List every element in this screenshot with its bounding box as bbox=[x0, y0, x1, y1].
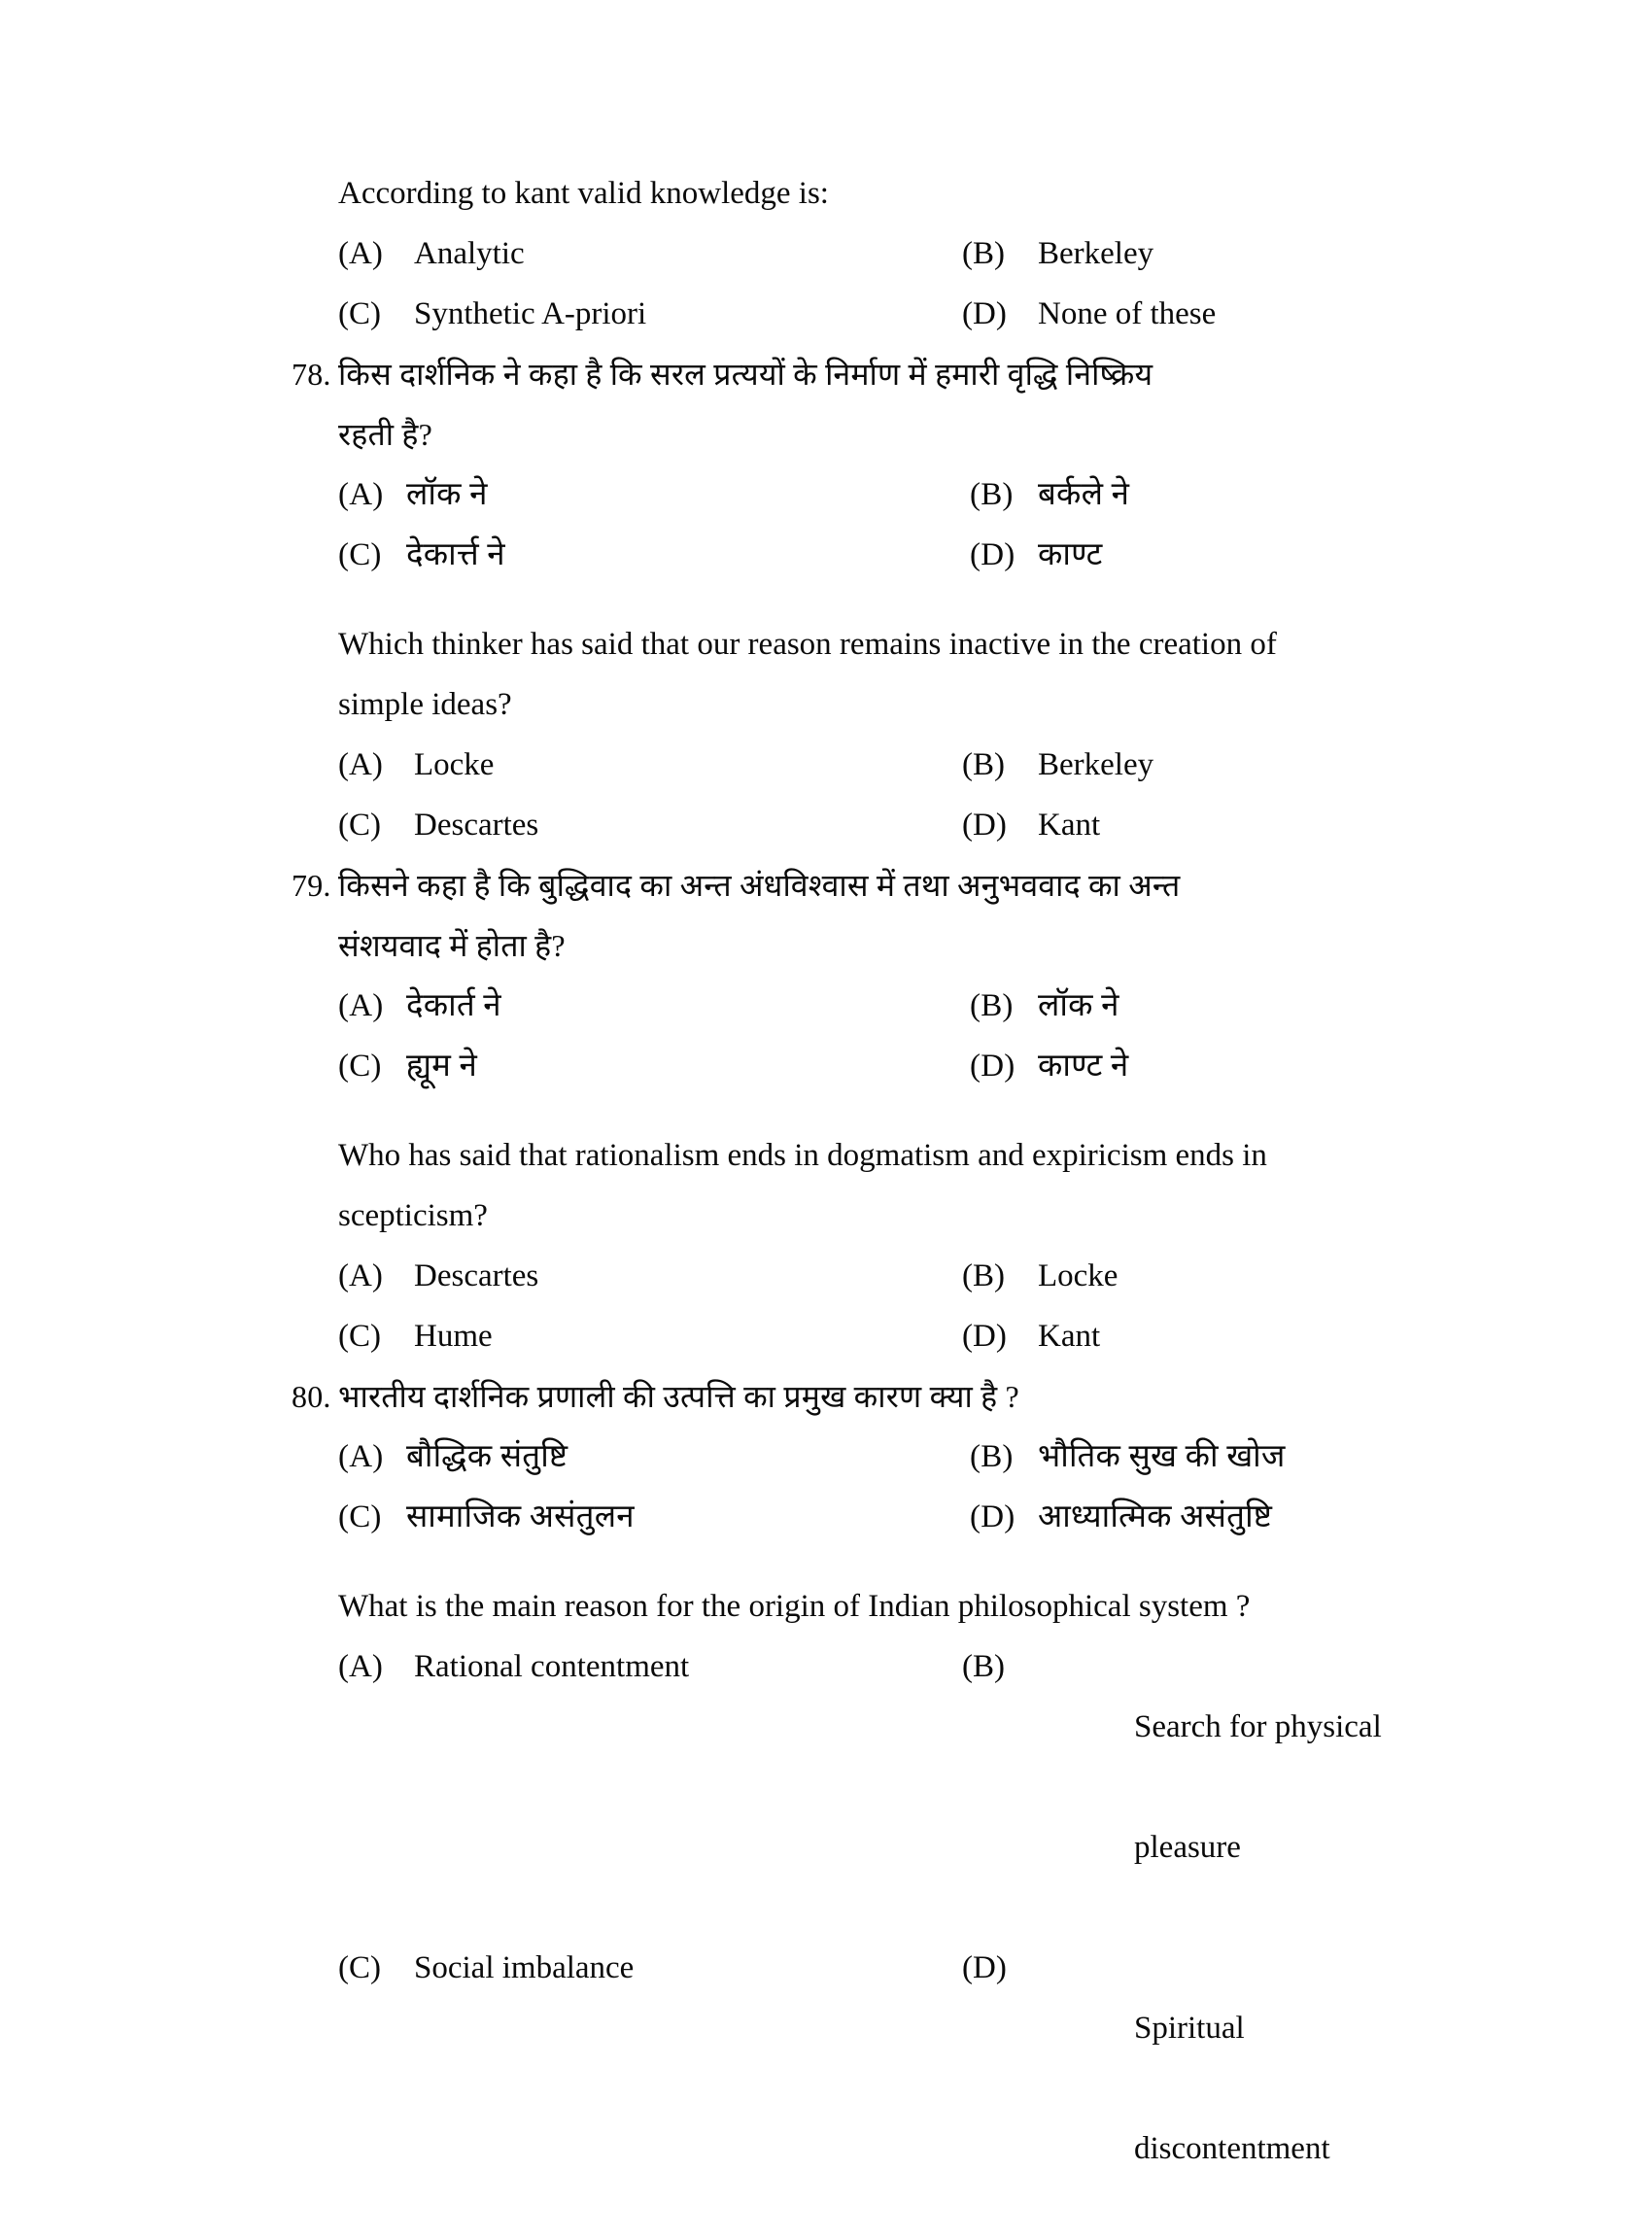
option-a[interactable] bbox=[338, 1246, 962, 1306]
option-text: आध्यात्मिक असंतुष्टि bbox=[1038, 1499, 1273, 1534]
option-d[interactable] bbox=[962, 1938, 1390, 2239]
option-row bbox=[338, 224, 1390, 284]
question-79-english-stem bbox=[338, 1125, 1390, 1246]
spacer bbox=[292, 585, 1390, 614]
option-a[interactable] bbox=[338, 735, 962, 795]
stem-line: scepticism? bbox=[338, 1198, 488, 1233]
option-d[interactable] bbox=[962, 284, 1390, 344]
option-text: None of these bbox=[1038, 296, 1217, 331]
question-80-hindi bbox=[292, 1366, 1390, 1427]
question-78-hindi bbox=[292, 344, 1390, 465]
option-row bbox=[338, 1036, 1390, 1096]
option-label: (B) bbox=[970, 988, 1014, 1023]
option-text bbox=[1038, 1636, 1390, 1938]
option-label: (B) bbox=[970, 1439, 1014, 1474]
question-line: संशयवाद में होता है? bbox=[338, 928, 566, 963]
option-label: (B) bbox=[970, 477, 1014, 512]
option-row bbox=[338, 1427, 1390, 1487]
option-row bbox=[338, 1487, 1390, 1547]
option-text-continuation: pleasure bbox=[1134, 1830, 1241, 1865]
option-label: (D) bbox=[962, 1319, 1007, 1354]
option-c[interactable] bbox=[338, 795, 962, 855]
option-row bbox=[338, 735, 1390, 795]
option-row bbox=[338, 465, 1390, 525]
option-a[interactable] bbox=[338, 1636, 962, 1697]
option-text: Analytic bbox=[414, 236, 525, 271]
question-body bbox=[338, 855, 1390, 976]
option-text: Social imbalance bbox=[414, 1950, 635, 1985]
option-label: (A) bbox=[338, 747, 383, 782]
option-text: भौतिक सुख की खोज bbox=[1038, 1439, 1286, 1474]
option-text-continuation: discontentment bbox=[1134, 2131, 1330, 2166]
question-80-english-stem bbox=[338, 1576, 1390, 1636]
option-text bbox=[1038, 1938, 1390, 2239]
option-c[interactable] bbox=[338, 1036, 970, 1096]
spacer bbox=[292, 1096, 1390, 1125]
question-number: 78. bbox=[292, 357, 331, 392]
option-b[interactable] bbox=[970, 976, 1397, 1036]
option-label: (B) bbox=[962, 236, 1005, 271]
option-c[interactable] bbox=[338, 1938, 962, 1998]
question-line: किस दार्शनिक ने कहा है कि सरल प्रत्ययों के निर्माण में हमारी वृद्धि निष्क्रिय bbox=[338, 357, 1153, 392]
option-b[interactable] bbox=[962, 1636, 1390, 1938]
option-text: बौद्धिक संतुष्टि bbox=[406, 1439, 568, 1474]
option-text-line: Search for physical bbox=[1134, 1709, 1382, 1744]
option-label: (C) bbox=[338, 1049, 382, 1084]
question-78-english-stem bbox=[338, 614, 1390, 735]
question-line: भारतीय दार्शनिक प्रणाली की उत्पत्ति का प्रमुख कारण क्या है ? bbox=[338, 1379, 1019, 1414]
option-text: Synthetic A-priori bbox=[414, 296, 647, 331]
option-label: (D) bbox=[970, 1049, 1015, 1084]
option-text: Locke bbox=[414, 747, 495, 782]
option-b[interactable] bbox=[970, 465, 1397, 525]
option-label: (D) bbox=[970, 1499, 1015, 1534]
option-text: Kant bbox=[1038, 808, 1101, 843]
option-label: (A) bbox=[338, 236, 383, 271]
option-text: Descartes bbox=[414, 1258, 539, 1293]
option-row bbox=[338, 795, 1390, 855]
question-80-english-options bbox=[338, 1636, 1390, 2239]
option-text: काण्ट bbox=[1038, 537, 1103, 572]
option-row bbox=[338, 1636, 1390, 1938]
option-label: (B) bbox=[962, 1649, 1005, 1684]
option-a[interactable] bbox=[338, 465, 970, 525]
option-text: Berkeley bbox=[1038, 236, 1154, 271]
option-d[interactable] bbox=[970, 525, 1397, 585]
spacer bbox=[292, 1547, 1390, 1576]
question-79-hindi bbox=[292, 855, 1390, 976]
question-content-column bbox=[292, 163, 1390, 2239]
option-d[interactable] bbox=[970, 1487, 1397, 1547]
option-text: Kant bbox=[1038, 1319, 1101, 1354]
option-text: देकार्त्त ने bbox=[406, 537, 505, 572]
option-label: (C) bbox=[338, 1950, 381, 1985]
option-c[interactable] bbox=[338, 1487, 970, 1547]
option-b[interactable] bbox=[962, 735, 1390, 795]
option-label: (A) bbox=[338, 1439, 384, 1474]
option-b[interactable] bbox=[970, 1427, 1397, 1487]
question-number: 80. bbox=[292, 1379, 331, 1414]
option-label: (B) bbox=[962, 1258, 1005, 1293]
option-text: ह्यूम ने bbox=[406, 1049, 478, 1084]
option-a[interactable] bbox=[338, 976, 970, 1036]
stem-line: simple ideas? bbox=[338, 687, 512, 722]
option-a[interactable] bbox=[338, 224, 962, 284]
question-79-hindi-options bbox=[338, 976, 1390, 1096]
option-text: लॉक ने bbox=[406, 477, 488, 512]
option-label: (C) bbox=[338, 1319, 381, 1354]
stem-line: According to kant valid knowledge is: bbox=[338, 176, 829, 211]
option-a[interactable] bbox=[338, 1427, 970, 1487]
option-d[interactable] bbox=[962, 795, 1390, 855]
option-b[interactable] bbox=[962, 1246, 1390, 1306]
option-text: Descartes bbox=[414, 808, 539, 843]
question-line: किसने कहा है कि बुद्धिवाद का अन्त अंधविश्वास में तथा अनुभववाद का अन्त bbox=[338, 868, 1181, 903]
option-c[interactable] bbox=[338, 525, 970, 585]
option-c[interactable] bbox=[338, 1306, 962, 1366]
option-label: (C) bbox=[338, 537, 382, 572]
stem-line: What is the main reason for the origin of Indian philosophical system ? bbox=[338, 1589, 1251, 1624]
option-label: (A) bbox=[338, 477, 384, 512]
option-row bbox=[338, 1246, 1390, 1306]
option-d[interactable] bbox=[962, 1306, 1390, 1366]
question-79-english-options bbox=[338, 1246, 1390, 1366]
question-line: रहती है? bbox=[338, 417, 433, 452]
stem-line: Which thinker has said that our reason remains inactive in the creation of bbox=[338, 627, 1277, 662]
option-text: देकार्त ने bbox=[406, 988, 501, 1023]
option-row bbox=[338, 1938, 1390, 2239]
option-row bbox=[338, 284, 1390, 344]
option-row bbox=[338, 976, 1390, 1036]
option-label: (A) bbox=[338, 1649, 383, 1684]
question-78-hindi-options bbox=[338, 465, 1390, 585]
question-number: 79. bbox=[292, 868, 331, 903]
question-body bbox=[338, 1366, 1390, 1427]
option-label: (D) bbox=[970, 537, 1015, 572]
question-80-hindi-options bbox=[338, 1427, 1390, 1547]
option-text: Hume bbox=[414, 1319, 493, 1354]
option-label: (A) bbox=[338, 1258, 383, 1293]
option-label: (A) bbox=[338, 988, 384, 1023]
question-body bbox=[338, 344, 1390, 465]
option-d[interactable] bbox=[970, 1036, 1397, 1096]
option-label: (C) bbox=[338, 808, 381, 843]
option-text: Berkeley bbox=[1038, 747, 1154, 782]
option-text-line: Spiritual bbox=[1134, 2011, 1245, 2046]
option-label: (C) bbox=[338, 1499, 382, 1534]
option-b[interactable] bbox=[962, 224, 1390, 284]
option-text: सामाजिक असंतुलन bbox=[406, 1499, 635, 1534]
question-77-english-stem bbox=[338, 163, 1390, 224]
option-text: लॉक ने bbox=[1038, 988, 1119, 1023]
option-text: बर्कले ने bbox=[1038, 477, 1130, 512]
option-text: Locke bbox=[1038, 1258, 1119, 1293]
option-row bbox=[338, 525, 1390, 585]
question-77-english-options bbox=[338, 224, 1390, 344]
option-label: (C) bbox=[338, 296, 381, 331]
option-label: (D) bbox=[962, 1950, 1007, 1985]
option-label: (D) bbox=[962, 296, 1007, 331]
option-c[interactable] bbox=[338, 284, 962, 344]
option-text: Rational contentment bbox=[414, 1649, 690, 1684]
question-78-english-options bbox=[338, 735, 1390, 855]
option-row bbox=[338, 1306, 1390, 1366]
option-label: (B) bbox=[962, 747, 1005, 782]
option-text: काण्ट ने bbox=[1038, 1049, 1129, 1084]
stem-line: Who has said that rationalism ends in dogmatism and expiricism ends in bbox=[338, 1138, 1267, 1173]
option-label: (D) bbox=[962, 808, 1007, 843]
